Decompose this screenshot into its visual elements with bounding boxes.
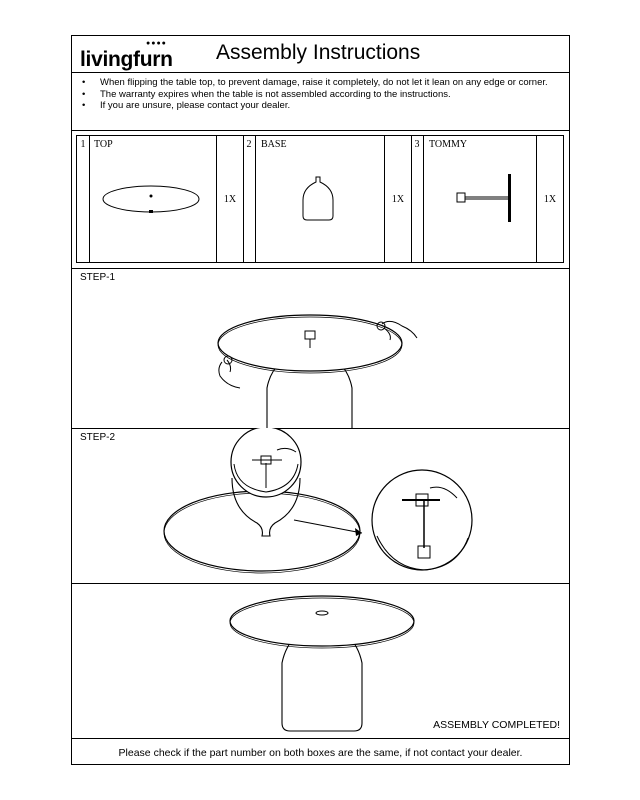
- part-tommy: [411, 136, 563, 262]
- note-item: • The warranty expires when the table is not assembled according to the instructions.: [82, 88, 451, 100]
- footer-note: Please check if the part number on both boxes are the same, if not contact your dealer.: [118, 747, 523, 759]
- brand-logo: livingfurn: [80, 48, 173, 71]
- part-name: TOMMY: [429, 139, 468, 150]
- step-2-label: STEP-2: [80, 432, 116, 443]
- tommy-bolt-icon: [411, 136, 563, 264]
- divider: [72, 738, 569, 739]
- page-title: Assembly Instructions: [216, 41, 421, 64]
- part-number: 3: [411, 136, 424, 262]
- note-item: • If you are unsure, please contact your dealer.: [82, 100, 291, 111]
- part-number: 1: [77, 136, 90, 262]
- note-item: • When flipping the table top, to prevent damage, raise it completely, do not let it lean on any edge or corner.: [82, 77, 548, 88]
- assembly-completed-text: ASSEMBLY COMPLETED!: [433, 719, 560, 731]
- table-top-icon: [77, 136, 243, 264]
- logo-dots-icon: ●●●●: [146, 40, 167, 47]
- part-base: [243, 136, 412, 262]
- divider: [72, 72, 569, 73]
- part-qty: 1X: [216, 136, 243, 262]
- instruction-sheet: [71, 35, 570, 765]
- notes-list: [82, 77, 548, 112]
- part-name: TOP: [94, 139, 113, 150]
- divider: [72, 130, 569, 131]
- part-name: BASE: [261, 139, 287, 150]
- step-1-label: STEP-1: [80, 272, 116, 283]
- step-1-illustration: [72, 268, 571, 428]
- parts-table: [76, 135, 564, 263]
- part-qty: 1X: [536, 136, 563, 262]
- part-qty: 1X: [384, 136, 411, 262]
- step-2-illustration: [72, 428, 571, 583]
- base-icon: [243, 136, 411, 264]
- part-top: [77, 136, 244, 262]
- completed-table-illustration: [72, 583, 571, 738]
- part-number: 2: [243, 136, 256, 262]
